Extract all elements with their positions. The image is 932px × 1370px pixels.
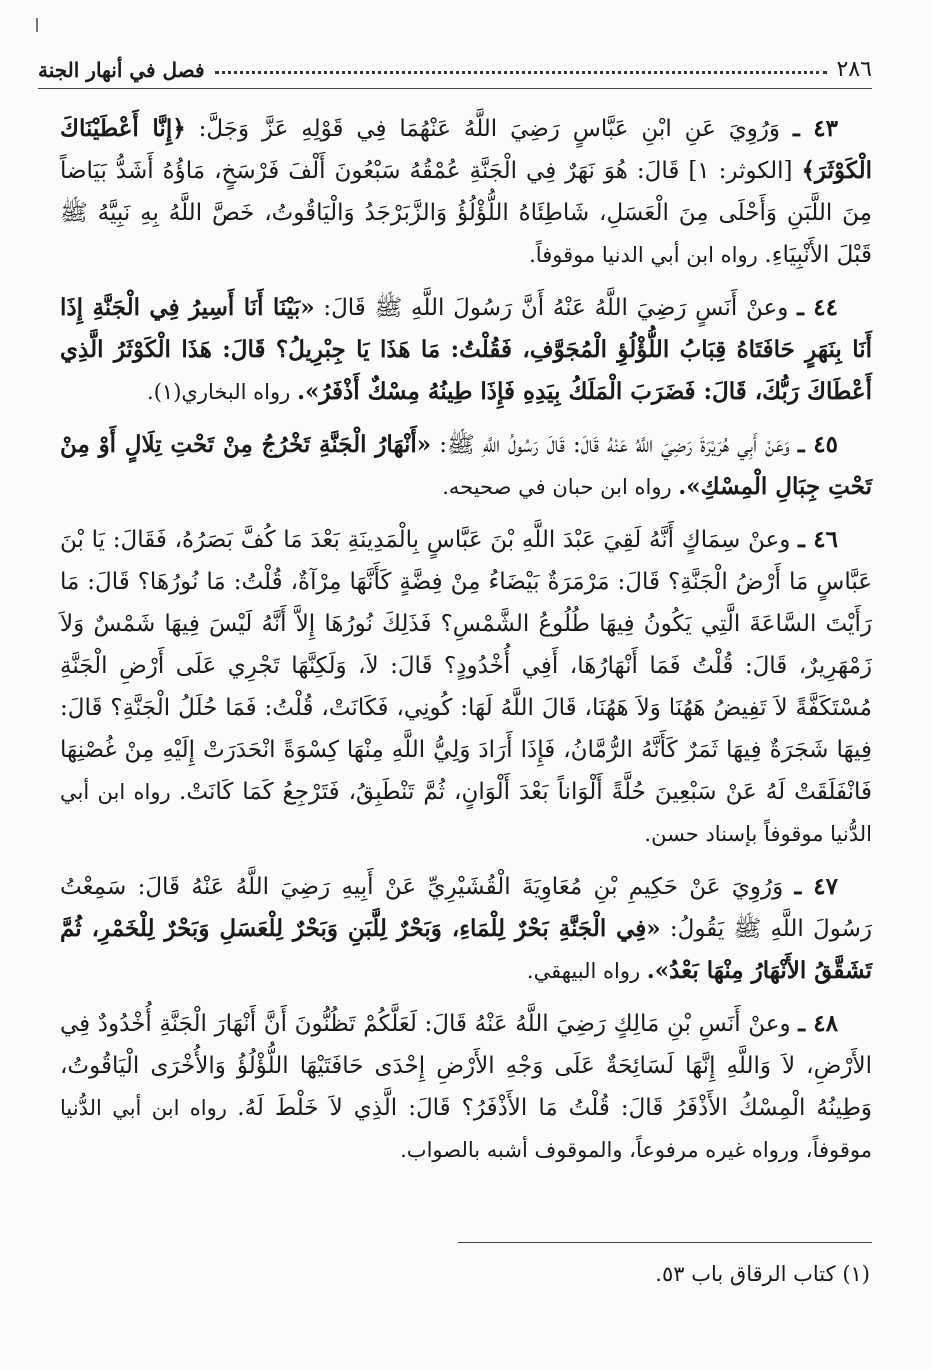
hadith-number: ٤٦ ـ xyxy=(798,526,838,553)
hadith-body: [الكوثر: ١] قَالَ: هُوَ نَهَرٌ فِي الْجَنَّةِ عُمْقُهُ سَبْعُونَ أَلْفَ فَرْسَخٍ، مَاؤُهُ أَشَدُّ بَيَاضاً مِنَ اللَّبَنِ وَأَحْلَى مِنَ الْعَسَلِ، شَاطِئَاهُ اللُّؤْلُؤُ وَالزَّبَرْجَدُ وَالْيَاقُوتُ، خَصَّ اللَّهُ بِهِ نَبِيَّهُ ﷺ قَبْلَ الأَنْبِيَاءِ. xyxy=(60,158,872,268)
hadith-45 xyxy=(60,424,872,508)
hadith-number: ٤٨ ـ xyxy=(798,1010,838,1037)
hadith-quote: «أَنْهَارُ الْجَنَّةِ تَخْرُجُ مِنْ تَحْتِ تِلَالٍ أَوْ مِنْ تَحْتِ جِبَالِ الْمِسْكِ». xyxy=(60,431,872,500)
scan-mark xyxy=(36,18,38,32)
hadith-source: رواه ابن أبي الدُّنيا موقوفاً، ورواه غيره مرفوعاً، والموقوف أشبه بالصواب. xyxy=(60,1096,872,1162)
hadith-43 xyxy=(60,108,872,276)
page-number: ٢٨٦ xyxy=(836,57,872,82)
hadith-46 xyxy=(60,519,872,855)
hadith-44 xyxy=(60,287,872,413)
hadith-intro: وَعَنْ أَبِي هُرَيْرَةَ رَضِيَ اللَّهُ عَنْهُ قَالَ: قَالَ رَسُولُ اللَّهِ ﷺ: xyxy=(431,432,790,458)
header-rule xyxy=(38,88,872,89)
hadith-source: رواه البخاري(١). xyxy=(147,380,297,404)
hadith-source: رواه البيهقي. xyxy=(526,959,647,983)
hadith-number: ٤٧ ـ xyxy=(794,873,839,900)
hadith-number: ٤٤ ـ xyxy=(797,294,838,321)
hadith-source: رواه ابن حبان في صحيحه. xyxy=(442,475,679,499)
footnote: (١) كتاب الرقاق باب ٥٣. xyxy=(655,1262,870,1286)
hadith-48 xyxy=(60,1003,872,1171)
hadith-47 xyxy=(60,866,872,992)
hadith-number: ٤٥ ـ xyxy=(797,431,839,458)
hadith-intro: وعنْ أَنَسٍ رَضِيَ اللَّهُ عَنْهُ أَنَّ رَسُولَ اللَّهِ ﷺ قَالَ: xyxy=(314,295,789,321)
running-header xyxy=(38,52,872,82)
hadith-source: رواه ابن أبي الدنيا موقوفاً. xyxy=(529,243,765,267)
hadith-intro: وعنْ أَنَسِ بْنِ مَالِكٍ رَضِيَ اللَّهُ عَنْهُ قَالَ: لَعَلَّكُمْ تَظُنُّونَ أَنَّ أَنْهَارَ الْجَنَّةِ أُخْدُودٌ فِي الأَرْضِ، لاَ وَاللَّهِ إِنَّهَا لَسَائِحَةٌ عَلَى وَجْهِ الأَرْضِ إِحْدَى حَافَتَيْهَا اللُّؤْلُؤُ وَالأُخْرَى الْيَاقُوتُ، وَطِينُهُ الْمِسْكُ الأَذْفَرُ قَالَ: قُلْتُ مَا الأَذْفَرُ؟ قَالَ: الَّذِي لاَ خَلْطَ لَهُ. xyxy=(60,1011,872,1121)
hadith-intro: وَرُوِيَ عَنِ ابْنِ عَبَّاسٍ رَضِيَ اللَّهُ عَنْهُمَا فِي قَوْلِهِ عَزَّ وَجَلَّ: xyxy=(185,116,781,142)
hadith-quote: ﴿إِنَّا أَعْطَيْنَاكَ الْكَوْثَرَ﴾ xyxy=(60,115,872,184)
hadith-intro: وَرُوِيَ عَنْ حَكِيمِ بْنِ مُعَاوِيَةَ الْقُشَيْرِيِّ عَنْ أَبِيهِ رَضِيَ اللَّهُ عَنْهُ قَالَ: سَمِعْتُ رَسُولَ اللَّهِ ﷺ يَقُولُ: xyxy=(60,874,872,942)
footnote-rule xyxy=(458,1242,872,1243)
hadith-number: ٤٣ ـ xyxy=(792,115,838,142)
header-leader-dots xyxy=(215,71,827,74)
hadith-intro: وعنْ سِمَاكٍ أَنَّهُ لَقِيَ عَبْدَ اللَّهِ بْنَ عَبَّاسٍ بِالْمَدِينَةِ بَعْدَ مَا كُفَّ بَصَرُهُ، فَقَالَ: يَا بْنَ عَبَّاسٍ مَا أَرْضُ الْجَنَّةِ؟ قَالَ: مَرْمَرَةٌ بَيْضَاءُ مِنْ فِضَّةٍ كَأَنَّهَا مِرْآةٌ، قُلْتُ: مَا نُورُهَا؟ قَالَ: مَا رَأَيْتَ السَّاعَةَ الَّتِي يَكُونُ فِيهَا طُلُوعُ الشَّمْسِ؟ فَذَلِكَ نُورُهَا إِلاَّ أَنَّهُ لَيْسَ فِيهَا شَمْسٌ وَلاَ زَمْهَرِيرٌ، قَالَ: قُلْتُ فَمَا أَنْهَارُهَا، أَفِي أُخْدُودٍ؟ قَالَ: لاَ، وَلَكِنَّهَا تَجْرِي عَلَى أَرْضِ الْجَنَّةِ مُسْتَكَفَّةً لاَ تَفِيضُ هَهُنَا وَلاَ هَهُنَا، قَالَ اللَّهُ لَهَا: كُونِي، فَكَانَتْ، قُلْتُ: فَمَا حُلَلُ الْجَنَّةِ؟ قَالَ: فِيهَا شَجَرَةٌ فِيهَا ثَمَرٌ كَأَنَّهُ الرُّمَّانُ، فَإِذَا أَرَادَ وَلِيُّ اللَّهِ مِنْهَا كِسْوَةً انْحَدَرَتْ إِلَيْهِ مِنْ غُصْنِهَا فَانْفَلَقَتْ لَهُ عَنْ سَبْعِينَ حُلَّةً أَلْوَاناً بَعْدَ أَلْوَانٍ، ثُمَّ تَنْطَبِقُ، فَتَرْجِعُ كَمَا كَانَتْ. xyxy=(60,527,872,805)
hadith-quote: «فِي الْجَنَّةِ بَحْرٌ لِلْمَاءِ، وَبَحْرٌ لِلَّبَنِ وَبَحْرٌ لِلْعَسَلِ وَبَحْرٌ لِلْخَمْرِ، ثُمَّ تَشَقَّقُ الأَنْهَارُ مِنْهَا بَعْدُ». xyxy=(60,915,872,984)
hadith-quote: «بَيْنَا أَنَا أَسِيرُ فِي الْجَنَّةِ إِذَا أَنَا بِنَهَرٍ حَافَتَاهُ قِبَابُ اللُّؤْلُؤِ الْمُجَوَّفِ، فَقُلْتُ: مَا هَذَا يَا جِبْرِيلُ؟ قَالَ: هَذَا الْكَوْثَرُ الَّذِي أَعْطَاكَ رَبُّكَ، قَالَ: فَضَرَبَ الْمَلَكُ بِيَدِهِ فَإِذَا طِينُهُ مِسْكٌ أَذْفَرُ». xyxy=(60,294,872,405)
main-text xyxy=(60,108,872,1182)
hadith-source: رواه ابن أبي الدُّنيا موقوفاً بإسناد حسن. xyxy=(60,780,872,846)
section-title: فصل في أنهار الجنة xyxy=(38,58,205,82)
